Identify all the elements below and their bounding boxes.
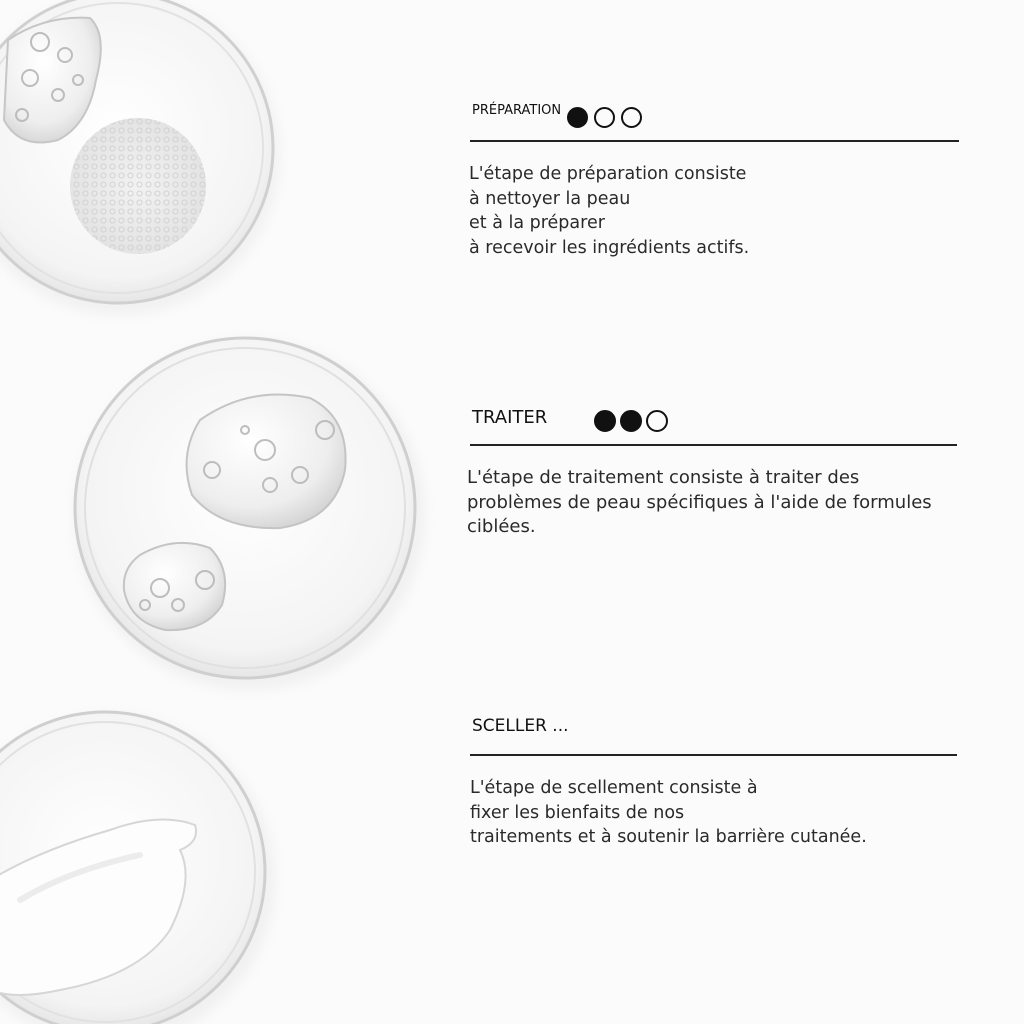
description-line: fixer les bienfaits de nos — [470, 802, 685, 823]
description-line: à nettoyer la peau — [469, 188, 631, 209]
description-preparation — [469, 162, 749, 260]
description-line: ciblées. — [467, 516, 536, 537]
progress-dots-preparation — [567, 107, 648, 128]
petri-dish-bottom — [0, 712, 275, 1024]
divider-preparation — [470, 140, 959, 142]
description-line: L'étape de traitement consiste à traiter des — [467, 467, 860, 488]
filled-dot-icon — [567, 107, 588, 128]
empty-dot-icon — [621, 107, 642, 128]
description-line: L'étape de préparation consiste — [469, 164, 747, 184]
description-sceller — [470, 776, 867, 850]
step-title-sceller: SCELLER ... — [472, 716, 569, 736]
step-title-preparation: PRÉPARATION — [472, 103, 562, 118]
filled-dot-icon — [620, 410, 642, 432]
progress-dots-traiter — [594, 410, 674, 432]
petri-dish-top — [0, 0, 280, 315]
description-line: traitements et à soutenir la barrière cutanée. — [470, 827, 867, 847]
divider-sceller — [470, 754, 957, 756]
divider-traiter — [470, 444, 957, 446]
empty-dot-icon — [594, 107, 615, 128]
empty-dot-icon — [646, 410, 668, 432]
description-line: L'étape de scellement consiste à — [470, 778, 758, 798]
description-traiter — [467, 466, 932, 540]
petri-dish-middle — [75, 338, 425, 690]
description-line: à recevoir les ingrédients actifs. — [469, 237, 750, 258]
step-title-traiter: TRAITER — [472, 407, 548, 428]
description-line: et à la préparer — [469, 213, 605, 233]
description-line: problèmes de peau spécifiques à l'aide de formules — [467, 491, 932, 513]
filled-dot-icon — [594, 410, 616, 432]
